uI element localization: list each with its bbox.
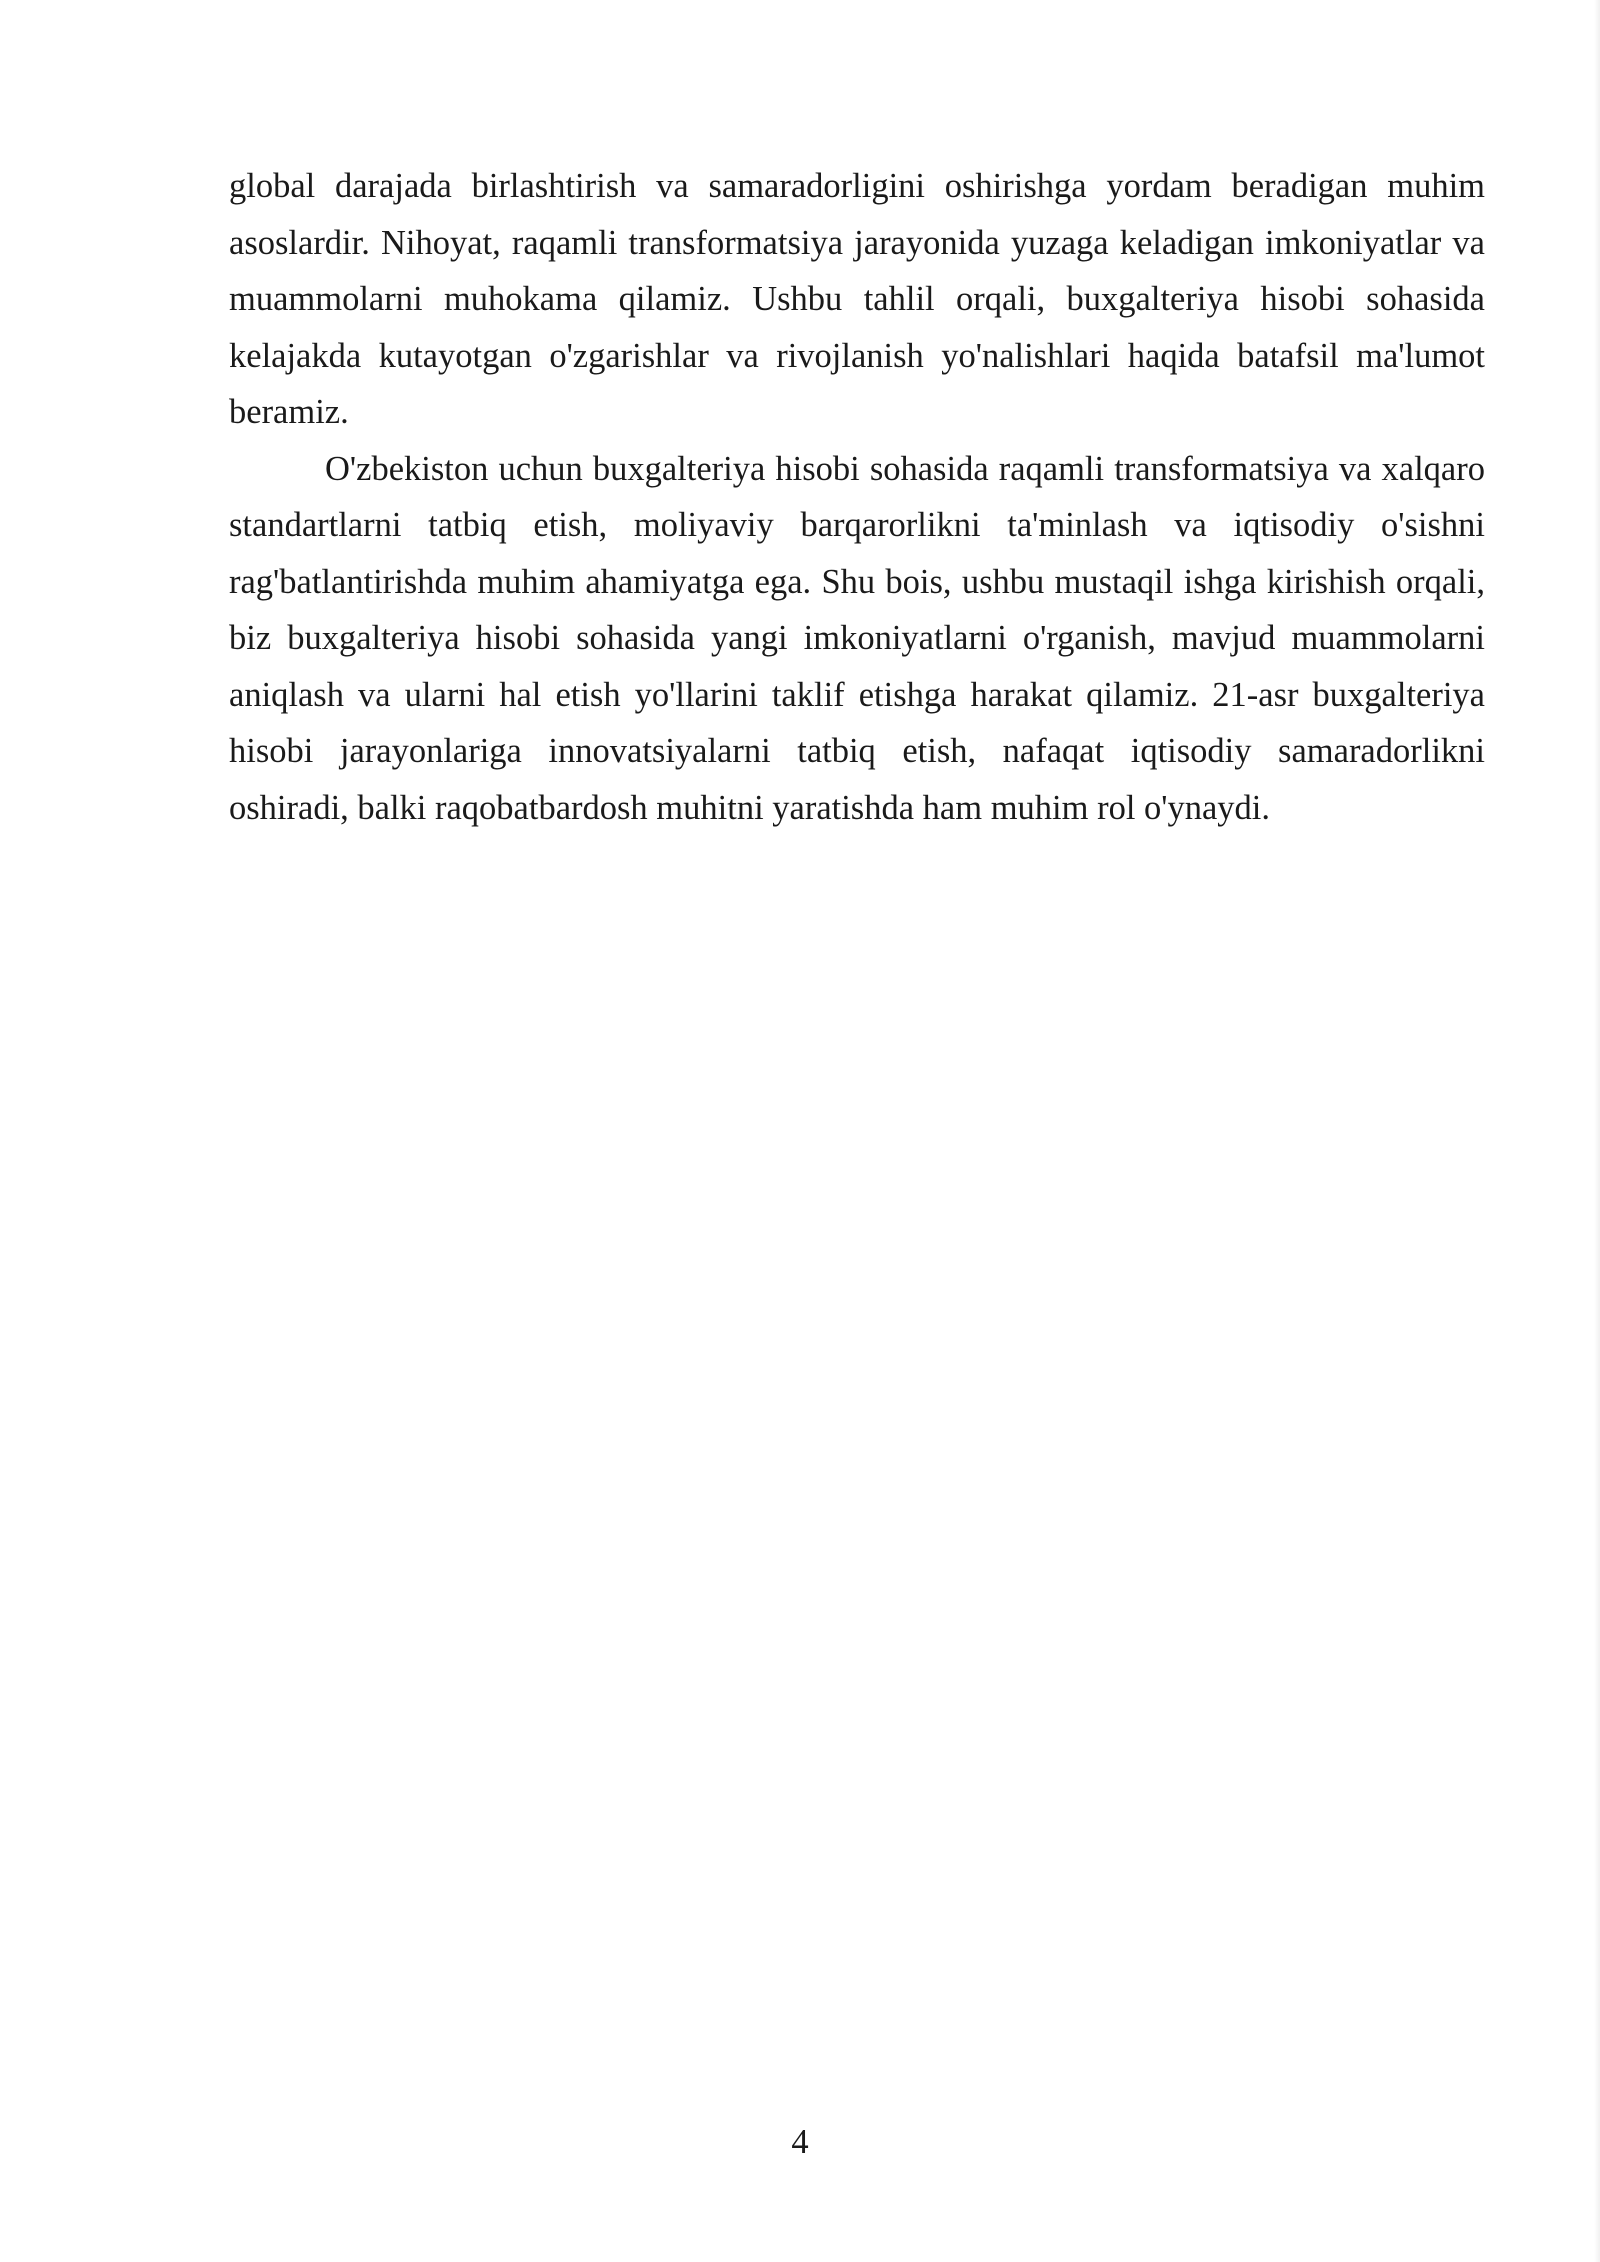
paragraph-uzbekistan: O'zbekiston uchun buxgalteriya hisobi sohasida raqamli transformatsiya va xalqaro standartlarni tatbiq etish, moliyaviy barqarorlikni ta'minlash va iqtisodiy o'sishni rag'batlantirishda muhim ahamiyatga ega. Shu bois, ushbu mustaqil ishga kirishish orqali, biz buxgalteriya hisobi sohasida yangi imkoniyatlarni o'rganish, mavjud muammolarni aniqlash va ularni hal etish yo'llarini taklif etishga harakat qilamiz. 21-asr buxgalteriya hisobi jarayonlariga innovatsiyalarni tatbiq etish, nafaqat iqtisodiy samaradorlikni oshiradi, balki raqobatbardosh muhitni yaratishda ham muhim rol o'ynaydi. [229,449,1485,827]
body-text [229,158,1485,836]
page-number: 4 [791,2123,809,2161]
page-edge-shadow [1594,0,1600,2262]
paragraph-continued: global darajada birlashtirish va samaradorligini oshirishga yordam beradigan muhim asoslardir. Nihoyat, raqamli transformatsiya jarayonida yuzaga keladigan imkoniyatlar va muammolarni muhokama qilamiz. Ushbu tahlil orqali, buxgalteriya hisobi sohasida kelajakda kutayotgan o'zgarishlar va rivojlanish yo'nalishlari haqida batafsil ma'lumot beramiz. [229,167,1485,431]
